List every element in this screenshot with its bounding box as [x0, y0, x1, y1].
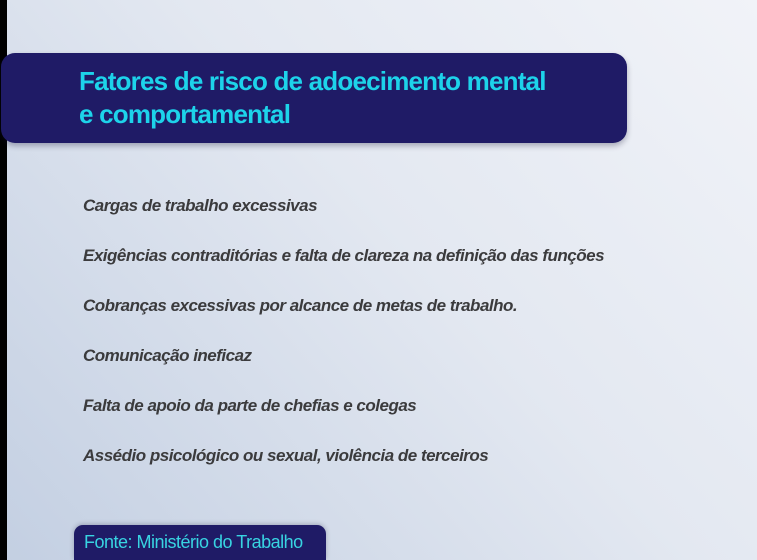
risk-factor-item: Assédio psicológico ou sexual, violência de terceiros — [83, 446, 489, 465]
slide-title — [79, 65, 546, 131]
source-banner — [74, 525, 326, 560]
risk-factor-item: Cobranças excessivas por alcance de metas de trabalho. — [83, 296, 518, 315]
slide-title-line-1: Fatores de risco de adoecimento mental — [79, 66, 546, 96]
risk-factor-item: Cargas de trabalho excessivas — [83, 196, 318, 215]
risk-factor-item: Exigências contraditórias e falta de clareza na definição das funções — [83, 246, 605, 265]
risk-factor-item: Falta de apoio da parte de chefias e colegas — [83, 396, 417, 415]
slide-title-line-2: e comportamental — [79, 99, 291, 129]
risk-factor-item: Comunicação ineficaz — [83, 346, 252, 365]
risk-factors-list — [83, 181, 604, 481]
source-label: Fonte: Ministério do Trabalho — [84, 532, 303, 552]
title-banner — [1, 53, 627, 143]
